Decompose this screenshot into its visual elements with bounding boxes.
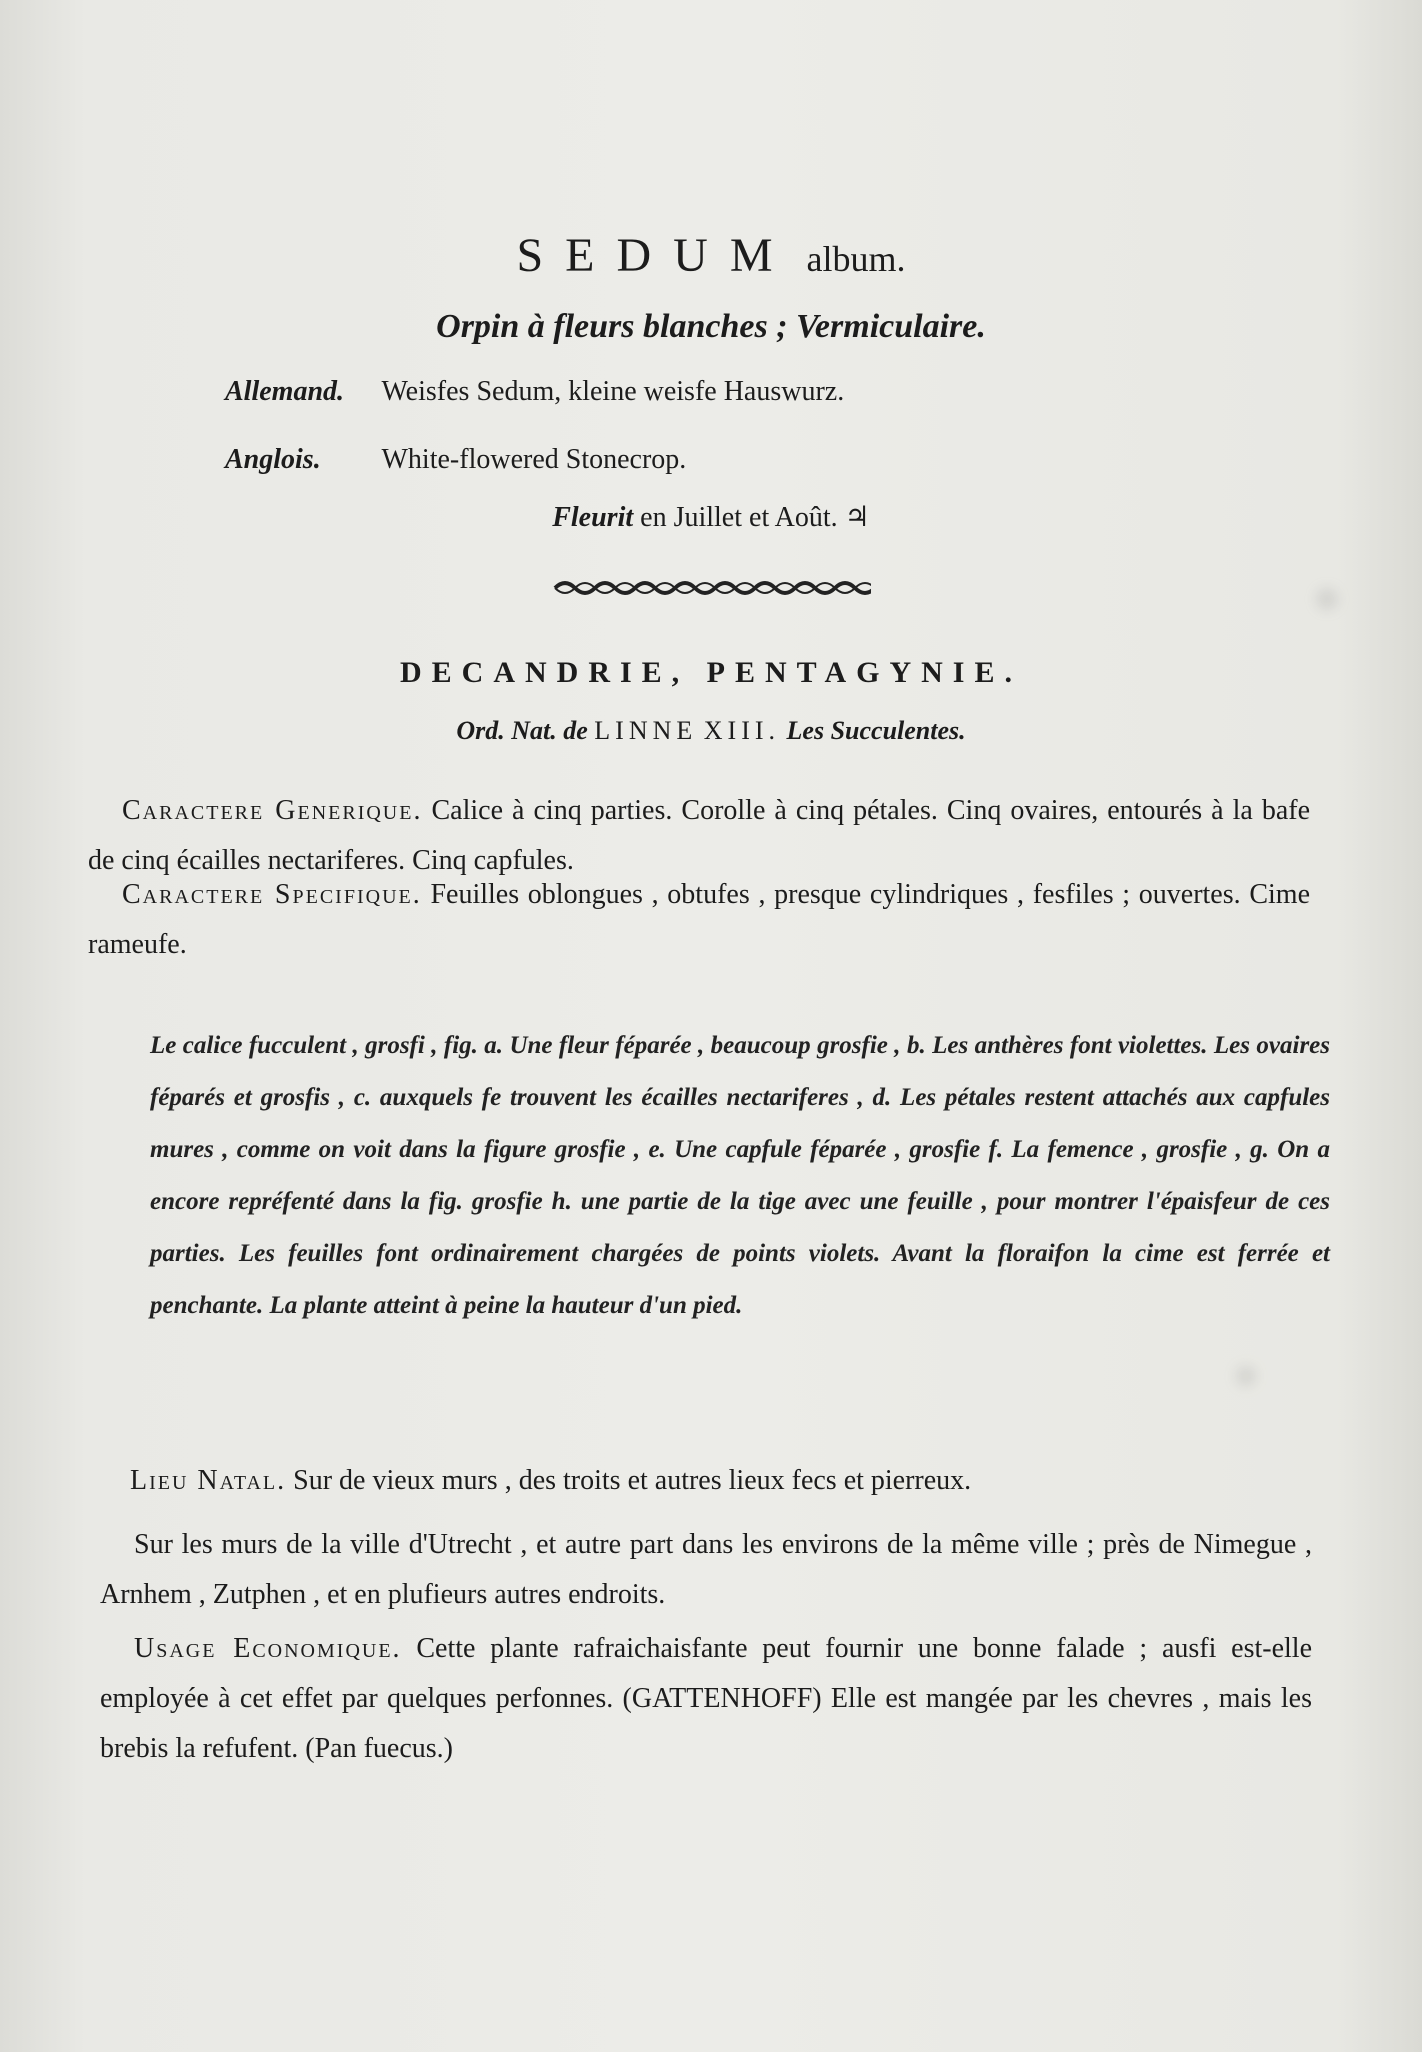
ornament-icon (551, 576, 871, 600)
page-title (0, 228, 1422, 283)
habitat-heading: Lieu Natal. (130, 1465, 287, 1496)
ornament-divider (0, 576, 1422, 605)
linnaean-class: DECANDRIE, PENTAGYNIE. (400, 656, 1022, 689)
order-number: XIII. (703, 716, 781, 745)
generic-text: Calice à cinq parties. Corolle à cinq pétales. Cinq ovaires, entourés à la bafe de cinq écailles nectariferes. Cinq capfules. (88, 795, 1310, 876)
plate-description: Le calice fucculent , grosfi , fig. a. Une fleur féparée , beaucoup grosfie , b. Les anthères font violettes. Les ovaires féparés et grosfis , c. auxquels fe trouvent les écailles nectariferes , d. Les pétales restent attachés aux capfules mures , comme on voit dans la figure grosfie , e. Une capfule féparée , grosfie f. La femence , grosfie , g. On a encore repréfenté dans la fig. grosfie h. une partie de la tige avec une feuille , pour montrer l'épaisfeur de ces parties. Les feuilles font ordinairement chargées de points violets. Avant la floraifon la cime est ferrée et penchante. La plante atteint à peine la hauteur d'un pied. (150, 1032, 1330, 1319)
name-text: White-flowered Stonecrop. (381, 444, 687, 475)
habitat-text: Sur de vieux murs , des troits et autres lieux fecs et pierreux. (293, 1465, 972, 1496)
native-habitat (130, 1456, 1320, 1506)
order-name: LINNE (594, 716, 698, 745)
generic-heading: Caractere Generique. (122, 795, 423, 826)
specific-heading: Caractere Specifique. (122, 879, 422, 910)
name-label: Allemand. (225, 376, 345, 407)
usage-heading: Usage Economique. (134, 1633, 402, 1664)
name-text: Weisfes Sedum, kleine weisfe Hauswurz. (381, 376, 845, 407)
natural-order (0, 716, 1422, 746)
title-species: album. (806, 239, 906, 279)
name-english (225, 444, 686, 476)
order-prefix: Ord. Nat. de (456, 716, 588, 745)
name-label: Anglois. (225, 444, 321, 475)
flowering-text: en Juillet et Août. ♃ (640, 502, 870, 533)
paper-blemish (1236, 1366, 1256, 1386)
name-german (225, 376, 844, 408)
common-names: Orpin à fleurs blanches ; Vermiculaire. (436, 308, 986, 345)
flowering-label: Fleurit (552, 502, 634, 533)
specific-text: Feuilles oblongues , obtufes , presque cylindriques , fesfiles ; ouvertes. Cime rameufe. (88, 879, 1310, 960)
usage-text: Cette plante rafraichaisfante peut fournir une bonne falade ; ausfi est-elle employée à cet effet par quelques perfonnes. (GATTENHOFF) Elle est mangée par les chevres , mais les brebis la refufent. (Pan fuecus.) (100, 1633, 1312, 1764)
localities: Sur les murs de la ville d'Utrecht , et autre part dans les environs de la même ville ; près de Nimegue , Arnhem , Zutphen , et en plufieurs autres endroits. (100, 1529, 1312, 1610)
flowering-period (0, 500, 1422, 534)
economic-use (100, 1624, 1312, 1774)
title-genus: SEDUM (516, 229, 795, 282)
order-group: Les Succulentes. (786, 716, 966, 745)
specific-character (88, 870, 1310, 970)
